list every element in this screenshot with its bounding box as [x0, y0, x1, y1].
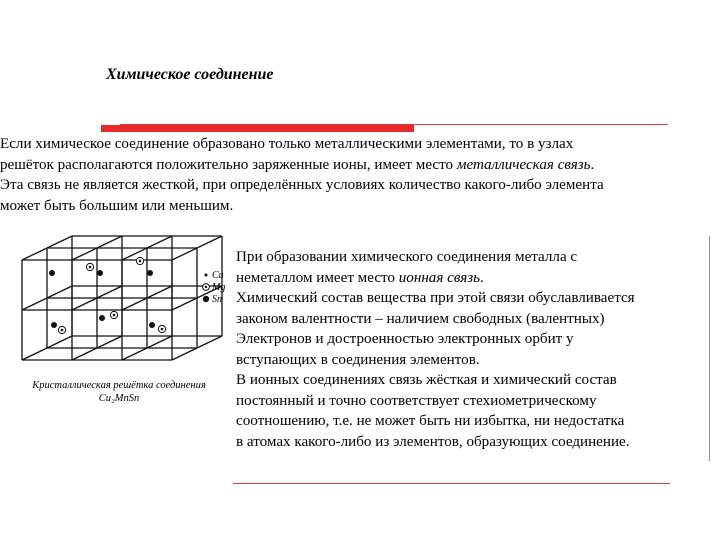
intro-emphasis-tail: .: [590, 156, 595, 173]
intro-line-2-text: решёток располагаются положительно заряженные ионы, имеет место: [0, 156, 457, 173]
ionic-bond-paragraph: [236, 247, 720, 452]
legend-marker-solid-dot: [203, 296, 209, 302]
bottom-rule: [233, 483, 670, 484]
legend-label-sn: Sn: [212, 294, 222, 305]
ionic-line-4: законом валентности – наличием свободных (валентных): [236, 310, 605, 327]
ionic-emphasis: ионная связь: [398, 269, 480, 286]
intro-paragraph: [0, 134, 720, 216]
lattice-atoms: [49, 257, 166, 333]
intro-line-4: может быть большим или меньшим.: [0, 197, 234, 214]
ionic-line-2-text: неметаллом имеет место: [236, 269, 399, 286]
legend-marker-small-dot: [205, 274, 208, 277]
legend-label-mg: Mg: [212, 282, 226, 293]
ionic-line-5: Электронов и достроенностью электронных орбит у: [236, 331, 574, 347]
ionic-line-1: При образовании химического соединения металла с: [236, 249, 578, 265]
lattice-grid: [22, 236, 222, 360]
intro-line-1: Если химическое соединение образовано только металлическими элементами, то в узлах: [0, 136, 574, 152]
ionic-line-3: Химический состав вещества при этой связи обуславливается: [236, 290, 635, 306]
ionic-emphasis-tail: .: [479, 269, 484, 286]
lattice-legend: [203, 270, 226, 305]
lattice-figure: [10, 215, 232, 405]
figure-caption-line-2: Cu₂MnSn: [98, 393, 140, 404]
ionic-line-7: В ионных соединениях связь жёсткая и химический состав: [236, 372, 617, 388]
figure-caption-line-1: Кристаллическая решётка соединения: [32, 380, 206, 391]
figure-caption: [12, 379, 226, 405]
ionic-line-8: постоянный и точно соответствует стехиометрическому: [236, 392, 597, 409]
ionic-line-10: в атомах какого-либо из элементов, образующих соединение.: [236, 433, 630, 450]
legend-label-cu: Cu: [212, 270, 224, 281]
lattice-diagram: [10, 215, 232, 380]
intro-line-2: [0, 155, 720, 176]
title-underline-thick: [101, 125, 414, 132]
ionic-line-2: [236, 268, 720, 289]
right-border-line: [709, 236, 710, 461]
ionic-line-6: вступающих в соединения элементов.: [236, 351, 480, 368]
intro-emphasis: металлическая связь: [456, 156, 591, 173]
slide-title: Химическое соединение: [106, 66, 274, 83]
intro-line-3: Эта связь не является жесткой, при определённых условиях количество какого-либо элемента: [0, 177, 604, 193]
ionic-line-9: соотношению, т.е. не может быть ни избытка, ни недостатка: [236, 413, 625, 429]
